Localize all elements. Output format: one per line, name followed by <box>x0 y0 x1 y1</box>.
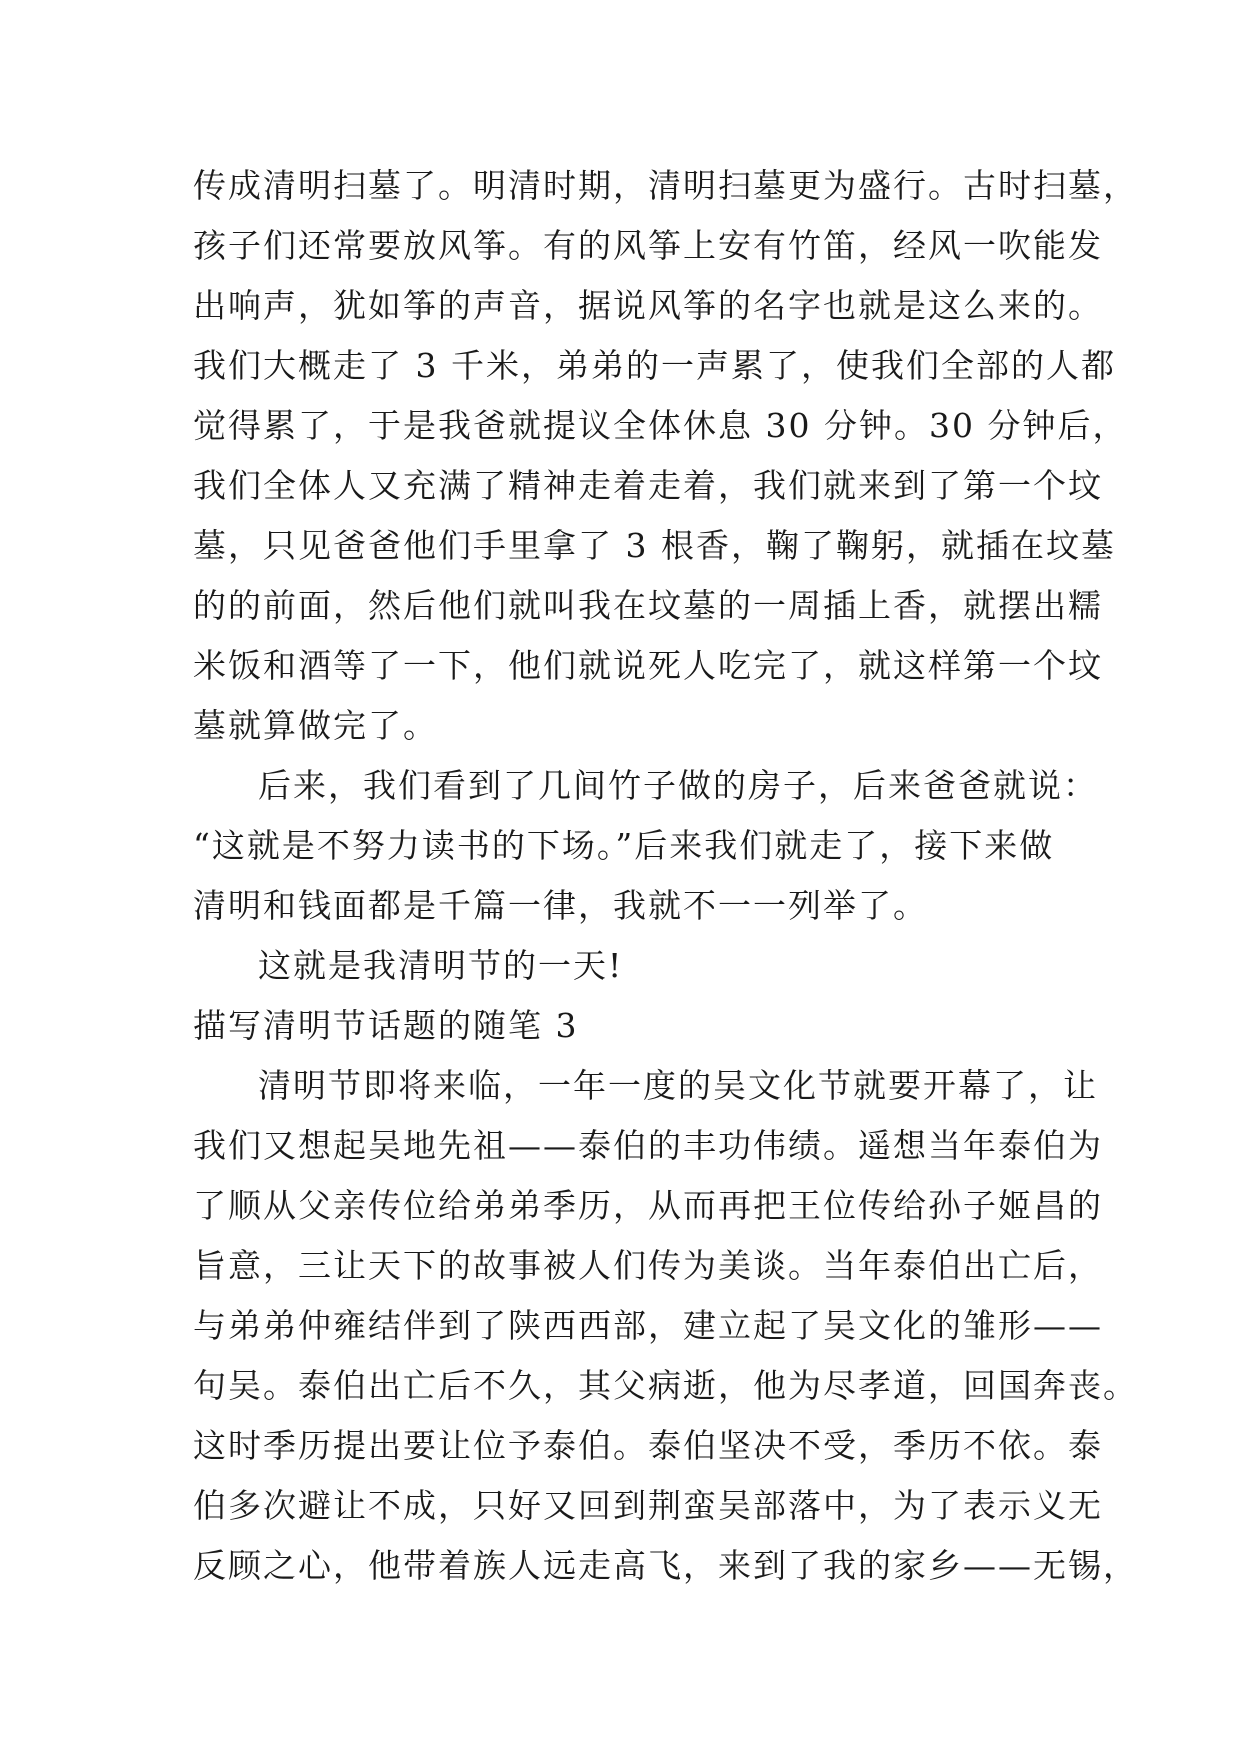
text-line: 伯多次避让不成，只好又回到荆蛮吴部落中，为了表示义无 <box>193 1486 1103 1525</box>
text-line: 出响声，犹如筝的声音，据说风筝的名字也就是这么来的。 <box>193 286 1103 325</box>
text-line: “这就是不努力读书的下场。”后来我们就走了，接下来做 <box>193 826 1055 865</box>
text-line: 我们大概走了 3 千米，弟弟的一声累了，使我们全部的人都 <box>193 346 1116 385</box>
text-line: 这时季历提出要让位予泰伯。泰伯坚决不受，季历不依。泰 <box>193 1426 1103 1465</box>
text-line: 米饭和酒等了一下，他们就说死人吃完了，就这样第一个坟 <box>193 646 1103 685</box>
text-line: 与弟弟仲雍结伴到了陕西西部，建立起了吴文化的雏形—— <box>193 1306 1103 1345</box>
paragraph-first-line: 这就是我清明节的一天! <box>258 946 624 985</box>
text-line: 墓，只见爸爸他们手里拿了 3 根香，鞠了鞠躬，就插在坟墓 <box>193 526 1116 565</box>
text-line: 的的前面，然后他们就叫我在坟墓的一周插上香，就摆出糯 <box>193 586 1103 625</box>
paragraph-first-line: 清明节即将来临，一年一度的吴文化节就要开幕了，让 <box>258 1066 1098 1105</box>
text-line: 清明和钱面都是千篇一律，我就不一一列举了。 <box>193 886 928 925</box>
text-line: 传成清明扫墓了。明清时期，清明扫墓更为盛行。古时扫墓， <box>193 166 1138 205</box>
text-line: 觉得累了，于是我爸就提议全体休息 30 分钟。30 分钟后， <box>193 406 1128 445</box>
text-line: 句吴。泰伯出亡后不久，其父病逝，他为尽孝道，回国奔丧。 <box>193 1366 1138 1405</box>
paragraph-first-line: 后来，我们看到了几间竹子做的房子，后来爸爸就说： <box>258 766 1098 805</box>
text-line: 了顺从父亲传位给弟弟季历，从而再把王位传给孙子姬昌的 <box>193 1186 1103 1225</box>
text-line: 我们全体人又充满了精神走着走着，我们就来到了第一个坟 <box>193 466 1103 505</box>
text-line: 我们又想起吴地先祖——泰伯的丰功伟绩。遥想当年泰伯为 <box>193 1126 1103 1165</box>
text-line: 反顾之心，他带着族人远走高飞，来到了我的家乡——无锡， <box>193 1546 1138 1585</box>
text-line: 旨意，三让天下的故事被人们传为美谈。当年泰伯出亡后， <box>193 1246 1103 1285</box>
text-line: 孩子们还常要放风筝。有的风筝上安有竹笛，经风一吹能发 <box>193 226 1103 265</box>
text-line: 墓就算做完了。 <box>193 706 438 745</box>
section-heading: 描写清明节话题的随笔 3 <box>193 1006 579 1045</box>
